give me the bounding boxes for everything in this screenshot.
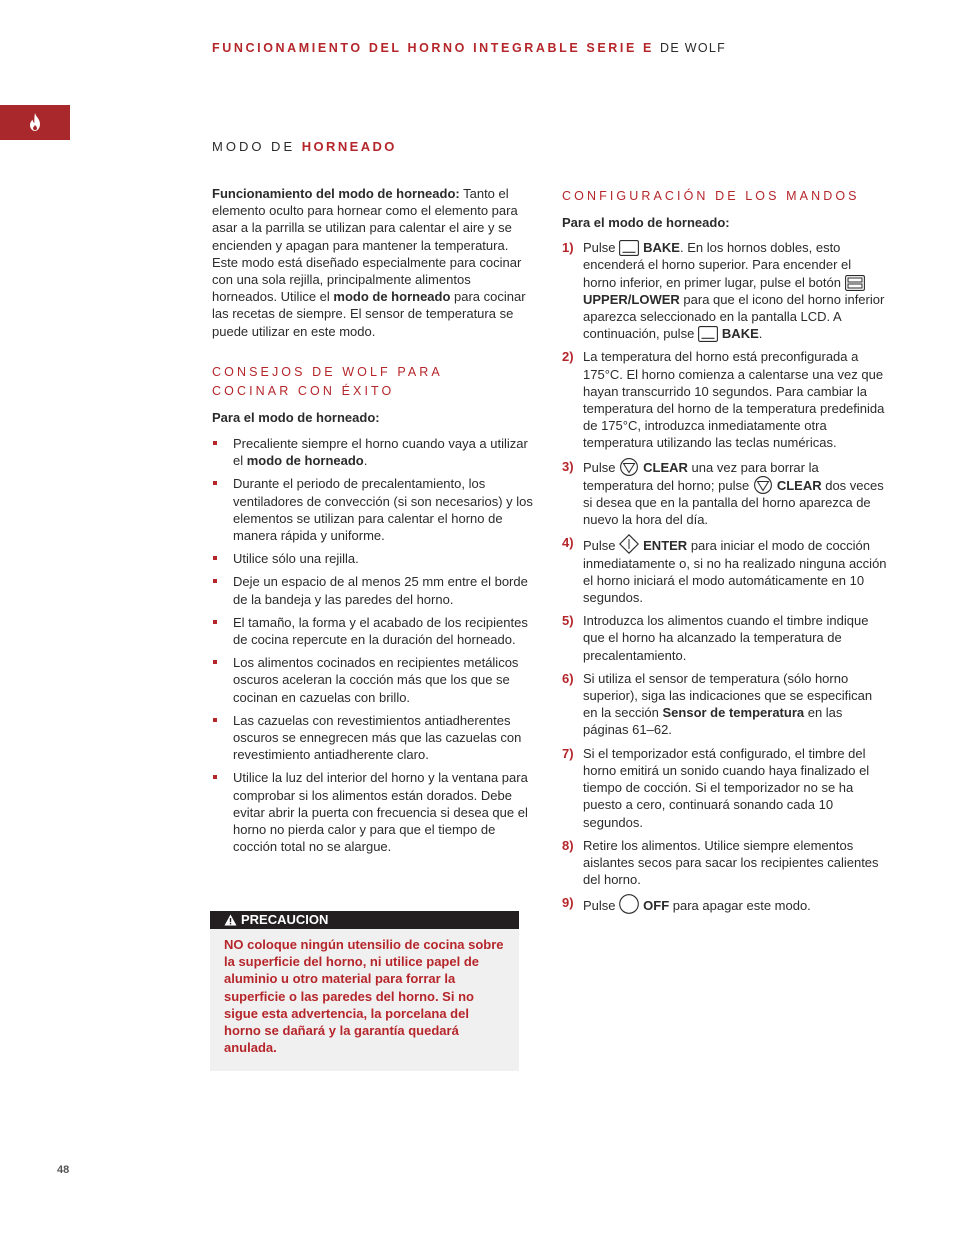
step-text: . xyxy=(758,326,763,342)
section-title-emphasis: HORNEADO xyxy=(301,139,397,154)
step-text: Pulse xyxy=(583,898,620,914)
section-title-prefix: MODO DE xyxy=(212,139,296,154)
tip-text: Deje un espacio de al menos 25 mm entre el borde de la bandeja y las paredes del horno. xyxy=(233,574,528,607)
left-column xyxy=(212,185,534,862)
step-number: 5) xyxy=(562,613,574,629)
step-text: Pulse xyxy=(583,459,620,475)
caution-header xyxy=(210,911,519,929)
step-number: 4) xyxy=(562,535,574,551)
step-bold: BAKE xyxy=(643,240,680,256)
controls-heading: CONFIGURACIÓN DE LOS MANDOS xyxy=(562,189,860,203)
step-item xyxy=(562,348,887,451)
bullet-icon xyxy=(213,441,217,445)
step-number: 7) xyxy=(562,745,574,761)
controls-subhead: Para el modo de horneado: xyxy=(562,215,730,230)
step-bold: Sensor de temperatura xyxy=(662,705,805,721)
step-bold: BAKE xyxy=(721,326,759,342)
tip-text: Utilice sólo una rejilla. xyxy=(233,551,359,567)
step-text: para iniciar el modo de cocción inmediatamente o, si no ha realizado ninguna acción el horno iniciará el modo automáticamente en 10 segundos. xyxy=(583,538,887,606)
caution-label: PRECAUCION xyxy=(241,912,329,927)
bullet-icon xyxy=(213,775,217,779)
list-item xyxy=(212,654,534,706)
step-item xyxy=(562,458,887,529)
tip-text: Utilice la luz del interior del horno y la ventana para comprobar si los alimentos están dorados. Debe evitar abrir la puerta con frecuencia si desea que el horno no pierda calor y para que el tiempo de cocción total no se alargue. xyxy=(233,770,528,855)
list-item xyxy=(212,573,534,607)
step-item xyxy=(562,239,887,342)
tips-heading-line-2: COCINAR CON ÉXITO xyxy=(212,383,395,398)
enter-button-icon xyxy=(619,534,639,554)
list-item xyxy=(212,435,534,469)
caution-text: NO coloque ningún utensilio de cocina sobre la superficie del horno, ni utilice papel de aluminio u otro material para forrar la superficie o las paredes del horno. Si no sigue esta advertencia, la porcelana del horno se dañará y la garantía quedará anulada. xyxy=(224,937,504,1056)
step-number: 1) xyxy=(562,240,574,256)
section-title xyxy=(212,138,397,155)
intro-lead: Funcionamiento del modo de horneado: xyxy=(212,186,460,201)
running-header xyxy=(212,40,726,57)
tip-text: . xyxy=(363,453,368,469)
list-item xyxy=(212,712,534,764)
list-item xyxy=(212,614,534,648)
tips-list xyxy=(212,435,534,855)
step-number: 3) xyxy=(562,458,574,474)
bake-button-icon xyxy=(698,326,718,342)
step-text: Retire los alimentos. Utilice siempre elementos aislantes secos para sacar los recipientes calientes del horno. xyxy=(583,837,879,888)
step-text: una vez para borrar la temperatura del horno; pulse xyxy=(583,459,819,493)
header-title-brand: DE WOLF xyxy=(660,41,727,55)
step-item xyxy=(562,745,887,831)
warning-icon xyxy=(224,914,237,926)
bullet-icon xyxy=(213,481,217,485)
list-item xyxy=(212,475,534,544)
step-bold: CLEAR xyxy=(643,459,688,475)
tips-heading-line-1: CONSEJOS DE WOLF PARA xyxy=(212,364,443,379)
step-text: . En los hornos dobles, esto encenderá el horno superior. Para encender el horno inferior, en primer lugar, pulse el botón xyxy=(583,240,852,290)
step-item xyxy=(562,894,887,914)
tips-heading xyxy=(212,363,534,401)
step-text: Si utiliza el sensor de temperatura (sólo horno superior), siga las indicaciones que se especifican en la sección xyxy=(583,670,873,721)
off-button-icon xyxy=(619,894,639,914)
list-item xyxy=(212,550,534,567)
bullet-icon xyxy=(213,556,217,560)
tip-text: El tamaño, la forma y el acabado de los recipientes de cocina repercute en la duración del horneado. xyxy=(233,614,528,648)
intro-text-2: para cocinar las recetas de siempre. El sensor de temperatura se puede utilizar en este modo. xyxy=(212,289,526,339)
tip-text: Durante el periodo de precalentamiento, los ventiladores de convección (si son necesarios) y los elementos se utilizan para calentar el horno de manera rápida y uniforme. xyxy=(233,476,533,544)
page-number: 48 xyxy=(57,1164,70,1176)
intro-text-1: Tanto el elemento oculto para hornear como el elemento para asar a la parrilla se utilizan para calentar el aire y se encienden y apagan para mantener la temperatura. Este modo está diseñado especialmente para cocinar con una sola rejilla, principalmente alimentos horneados. Utilice el xyxy=(212,186,522,305)
steps-list xyxy=(562,239,887,914)
step-bold: ENTER xyxy=(643,538,688,554)
bullet-icon xyxy=(213,660,217,664)
header-title-bold: FUNCIONAMIENTO DEL HORNO INTEGRABLE SERIE E xyxy=(212,41,654,55)
flame-icon xyxy=(28,113,42,131)
tip-text: Las cazuelas con revestimientos antiadherentes oscuros se ennegrecen más que las cazuelas con revestimiento antiadherente claro. xyxy=(233,712,522,763)
step-item xyxy=(562,612,887,664)
upper-lower-button-icon xyxy=(845,275,865,291)
step-text: dos veces si desea que en la pantalla del horno aparezca de nuevo la hora del día. xyxy=(583,477,884,528)
step-bold: UPPER/LOWER xyxy=(583,291,680,307)
bullet-icon xyxy=(213,718,217,722)
step-number: 8) xyxy=(562,837,574,853)
step-item xyxy=(562,670,887,739)
step-number: 6) xyxy=(562,670,574,686)
clear-button-icon xyxy=(753,476,773,494)
step-text: Introduzca los alimentos cuando el timbre indique que el horno ha alcanzado la temperatura de precalentamiento. xyxy=(583,613,869,663)
step-number: 2) xyxy=(562,349,574,365)
tips-subhead: Para el modo de horneado: xyxy=(212,409,380,425)
step-text: en las páginas 61–62. xyxy=(583,705,843,738)
step-text: Pulse xyxy=(583,240,620,256)
bullet-icon xyxy=(213,579,217,583)
step-text: Si el temporizador está configurado, el timbre del horno emitirá un sonido cuando haya finalizado el tiempo de cocción. Si el temporizador no se ha puesto a cero, continuará sonando cada 10 segundos. xyxy=(583,745,870,830)
step-item xyxy=(562,534,887,606)
list-item xyxy=(212,769,534,855)
tip-text: Precaliente siempre el horno cuando vaya a utilizar el xyxy=(233,436,528,469)
step-bold: CLEAR xyxy=(776,477,822,493)
tip-bold: modo de horneado xyxy=(246,453,364,469)
step-text: La temperatura del horno está preconfigurada a 175°C. El horno comienza a calentarse una vez que hayan transcurrido 10 segundos. Para cambiar la temperatura del horno de la temperatura predefinida de 175°C, introduzca inmediatamente otra temperatura utilizando las teclas numéricas. xyxy=(583,349,885,451)
step-text: Pulse xyxy=(583,538,620,554)
bullet-icon xyxy=(213,620,217,624)
step-text: para que el icono del horno inferior aparezca seleccionado en la pantalla LCD. A continuación, pulse xyxy=(583,291,885,342)
intro-bold-mode: modo de horneado xyxy=(333,289,451,305)
section-tab xyxy=(0,105,70,140)
step-text: para apagar este modo. xyxy=(669,898,811,914)
tip-text: Los alimentos cocinados en recipientes metálicos oscuros aceleran la cocción más que los que se cocinan en cazuelas con brillo. xyxy=(233,655,519,705)
clear-button-icon xyxy=(619,458,639,476)
step-item xyxy=(562,837,887,889)
caution-box xyxy=(210,911,519,1071)
step-bold: OFF xyxy=(643,898,670,914)
intro-paragraph xyxy=(212,185,534,340)
step-number: 9) xyxy=(562,895,574,911)
bake-button-icon xyxy=(619,240,639,256)
right-column xyxy=(562,187,887,921)
